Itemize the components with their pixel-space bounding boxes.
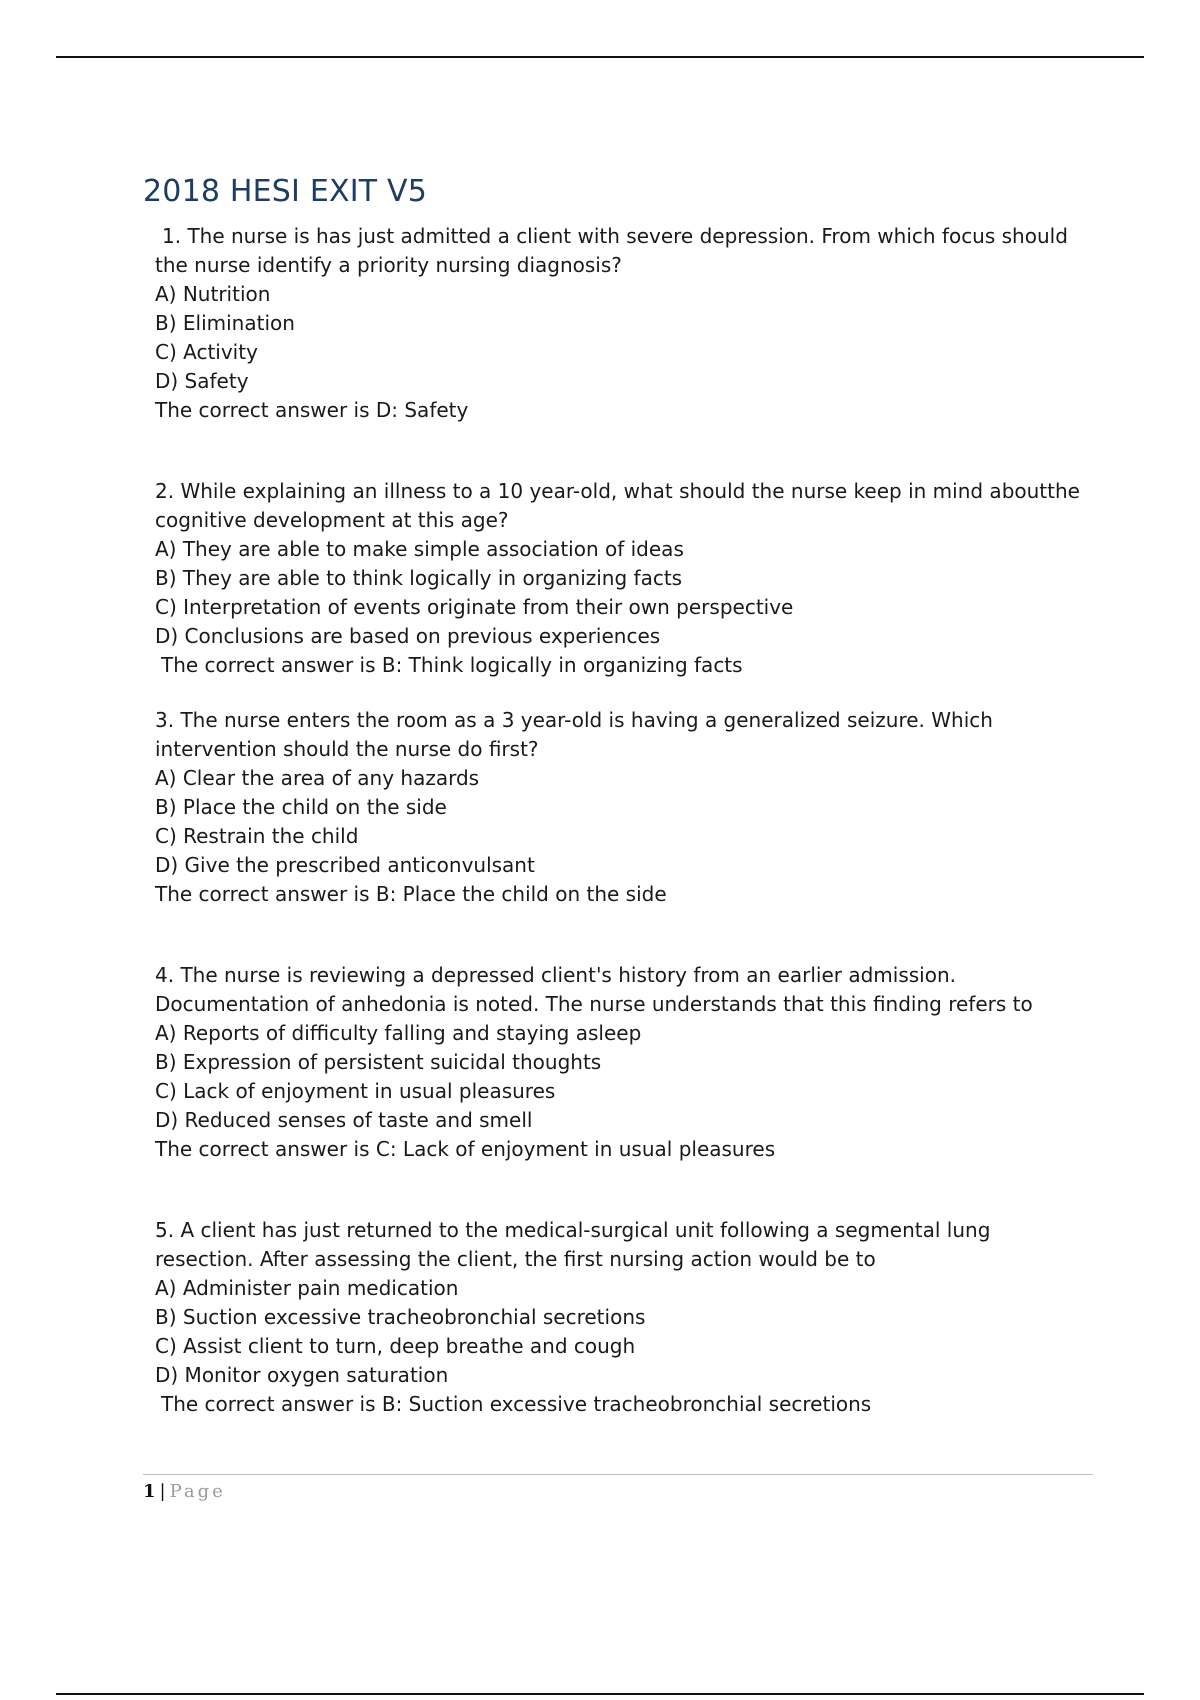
question-text: 1. The nurse is has just admitted a client with severe depression. From which focus should the nurse identify a priority nursing diagnosis? — [155, 224, 1068, 277]
question-text: 5. A client has just returned to the medical-surgical unit following a segmental lung resection. After assessing the client, the first nursing action would be to — [155, 1218, 991, 1271]
question-3 — [155, 706, 1095, 909]
option-b: B) Expression of persistent suicidal thoughts — [155, 1050, 602, 1074]
option-d: D) Conclusions are based on previous experiences — [155, 624, 661, 648]
footer-separator: | — [159, 1481, 166, 1502]
option-c: C) Activity — [155, 340, 258, 364]
question-1 — [155, 222, 1095, 425]
question-text: 2. While explaining an illness to a 10 year-old, what should the nurse keep in mind aboutthe cognitive development at this age? — [155, 479, 1080, 532]
option-a: A) Reports of difficulty falling and staying asleep — [155, 1021, 642, 1045]
top-rule — [56, 56, 1144, 58]
option-a: A) They are able to make simple association of ideas — [155, 537, 684, 561]
correct-answer: The correct answer is B: Think logically in organizing facts — [161, 653, 743, 677]
option-a: A) Administer pain medication — [155, 1276, 459, 1300]
option-b: B) Elimination — [155, 311, 295, 335]
correct-answer: The correct answer is B: Suction excessive tracheobronchial secretions — [161, 1392, 872, 1416]
option-d: D) Safety — [155, 369, 249, 393]
page-number: 1 — [143, 1481, 156, 1502]
question-list — [155, 222, 1095, 1419]
option-c: C) Restrain the child — [155, 824, 359, 848]
option-d: D) Monitor oxygen saturation — [155, 1363, 449, 1387]
footer-rule — [143, 1474, 1093, 1475]
option-b: B) Suction excessive tracheobronchial secretions — [155, 1305, 646, 1329]
page-label: Page — [169, 1481, 226, 1502]
option-d: D) Give the prescribed anticonvulsant — [155, 853, 535, 877]
option-b: B) Place the child on the side — [155, 795, 447, 819]
question-5 — [155, 1216, 1095, 1419]
correct-answer: The correct answer is C: Lack of enjoyment in usual pleasures — [155, 1137, 776, 1161]
correct-answer: The correct answer is B: Place the child on the side — [155, 882, 667, 906]
page-footer — [143, 1481, 226, 1502]
question-text: 3. The nurse enters the room as a 3 year-old is having a generalized seizure. Which intervention should the nurse do first? — [155, 708, 993, 761]
question-2 — [155, 477, 1095, 680]
document-title: 2018 HESI EXIT V5 — [143, 174, 428, 210]
option-c: C) Interpretation of events originate from their own perspective — [155, 595, 794, 619]
option-c: C) Lack of enjoyment in usual pleasures — [155, 1079, 556, 1103]
option-a: A) Clear the area of any hazards — [155, 766, 480, 790]
correct-answer: The correct answer is D: Safety — [155, 398, 469, 422]
option-b: B) They are able to think logically in organizing facts — [155, 566, 683, 590]
question-4 — [155, 961, 1095, 1164]
option-c: C) Assist client to turn, deep breathe and cough — [155, 1334, 636, 1358]
bottom-rule — [56, 1693, 1144, 1695]
question-text: 4. The nurse is reviewing a depressed client's history from an earlier admission. Documentation of anhedonia is noted. The nurse understands that this finding refers to — [155, 963, 1033, 1016]
option-d: D) Reduced senses of taste and smell — [155, 1108, 533, 1132]
option-a: A) Nutrition — [155, 282, 271, 306]
